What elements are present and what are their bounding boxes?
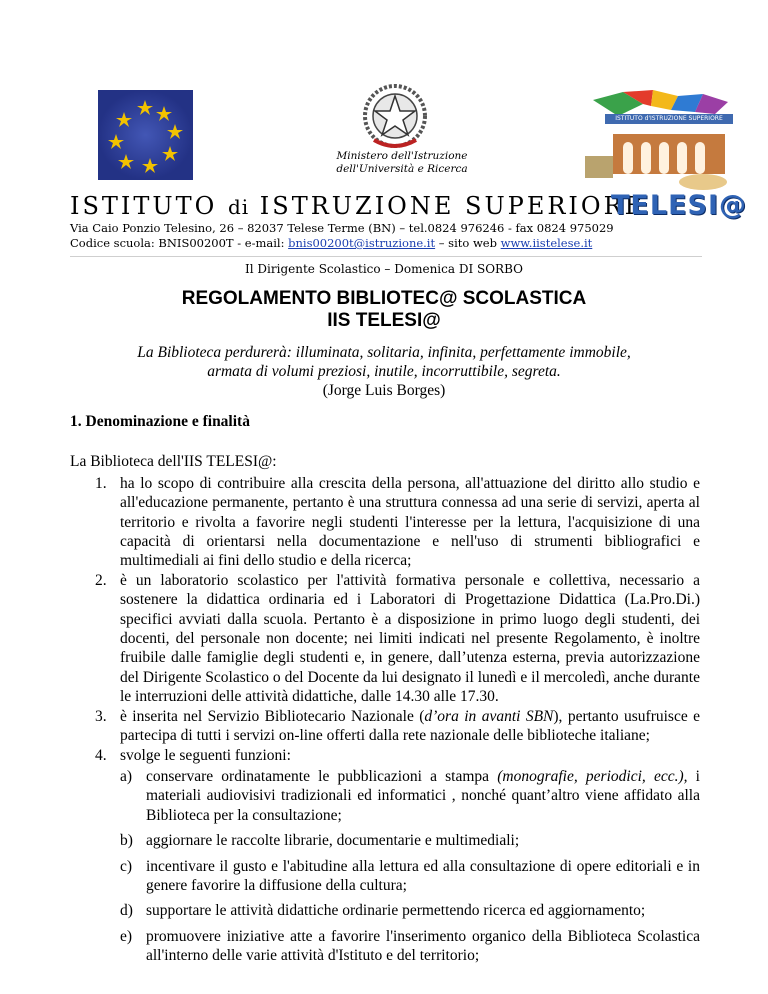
list-item-text-b: ), pertanto usufruisce e partecipa di tutti i servizi on-line offerti dalla rete nazionale delle biblioteche italiane;	[120, 707, 700, 745]
list-item-number: 3.	[95, 707, 107, 725]
list-item	[95, 474, 700, 571]
epigraph-author: (Jorge Luis Borges)	[322, 382, 446, 399]
document-body	[70, 412, 700, 972]
institute-title-part-a: ISTITUTO	[70, 192, 228, 220]
eu-flag-logo	[98, 90, 193, 180]
sub-item-text-em: (monografie, periodici, ecc.),	[497, 767, 688, 785]
list-item	[95, 746, 700, 966]
sub-list-item	[120, 927, 700, 966]
list-item-text: svolge le seguenti funzioni:	[120, 746, 291, 764]
contact-line	[70, 236, 592, 250]
epigraph-line-2: armata di volumi preziosi, inutile, incorruttibile, segreta.	[207, 363, 561, 380]
institute-title-part-b: ISTRUZIONE SUPERIORE	[249, 192, 646, 220]
institute-logo-label: ISTITUTO d'ISTRUZIONE SUPERIORE	[605, 114, 733, 124]
list-item	[95, 707, 700, 746]
epigraph-line-1: La Biblioteca perdurerà: illuminata, solitaria, infinita, perfettamente immobile,	[137, 344, 631, 361]
sub-item-text: incentivare il gusto e l'abitudine alla lettura ed alla consultazione di opere editoriali e in genere favorire la diffusione della cultura;	[146, 857, 700, 894]
sub-item-letter: c)	[120, 857, 133, 875]
list-item-text-a: è inserita nel Servizio Bibliotecario Nazionale (	[120, 707, 425, 725]
sub-item-text-a: conservare ordinatamente le pubblicazioni a stampa	[146, 767, 498, 785]
dirigente-line: Il Dirigente Scolastico – Domenica DI SORBO	[245, 262, 523, 276]
sub-item-letter: d)	[120, 902, 133, 920]
sub-item-text: supportare le attività didattiche ordinarie permettendo ricerca ed aggiornamento;	[146, 902, 646, 920]
ministry-line-2: dell'Università e Ricerca	[336, 163, 468, 175]
email-link[interactable]: bnis00200t@istruzione.it	[288, 236, 436, 250]
list-item-text-em: d’ora in avanti SBN	[424, 707, 554, 725]
institute-logo-graphic	[583, 90, 733, 192]
ministry-line-1: Ministero dell'Istruzione	[336, 150, 468, 162]
ministry-caption	[322, 150, 482, 176]
address-line: Via Caio Ponzio Telesino, 26 – 82037 Telese Terme (BN) – tel.0824 976246 - fax 0824 975029	[70, 221, 614, 235]
epigraph	[0, 343, 768, 400]
list-item-number: 2.	[95, 571, 107, 589]
sub-list-item	[120, 831, 700, 850]
brand-telesi: TELESI@	[611, 190, 748, 221]
sub-list-item	[120, 901, 700, 920]
sub-list-item	[120, 767, 700, 825]
sub-item-letter: a)	[120, 767, 133, 785]
list-item-text: è un laboratorio scolastico per l'attività formativa personale e collettiva, necessario a sostenere la didattica ordinaria ed i Laboratori di Progettazione Didattica (La.Pro.Di.) specifici avviati dalla scuola. Pertanto è a disposizione in primo luogo degli studenti, dei docenti, del personale non docente; nei limiti indicati nel presente Regolamento, è inoltre fruibile dalle famiglie degli studenti e, in genere, dall’utenza esterna, previa autorizzazione del Dirigente Scolastico o del Docente da lui designato il lunedì e il mercoledì, anche durante le interruzioni delle attività didattiche, dalle 14.30 alle 17.30.	[120, 571, 700, 706]
header-divider	[70, 256, 702, 257]
title-line-1: REGOLAMENTO BIBLIOTEC@ SCOLASTICA	[181, 288, 587, 309]
list-item-number: 1.	[95, 474, 107, 492]
code-prefix: Codice scuola: BNIS00200T - e-mail:	[70, 236, 289, 250]
website-link[interactable]: www.iistelese.it	[500, 236, 593, 250]
institute-logo	[583, 90, 733, 192]
purpose-list	[70, 474, 700, 966]
institute-title-di: di	[227, 195, 250, 219]
list-item-text: ha lo scopo di contribuire alla crescita della persona, all'attuazione del diritto allo studio e all'educazione permanente, pertanto è una struttura connessa ad una serie di servizi, aperta al territorio e rivolta a favorire negli studenti l'interesse per la lettura, l'acquisizione di una capacità di orientarsi nella documentazione e nell'uso di strumenti bibliografici e multimediali ai fini dello studio e della ricerca;	[120, 474, 700, 570]
functions-list	[120, 767, 700, 966]
sub-list-item	[120, 857, 700, 896]
sub-item-letter: e)	[120, 927, 133, 945]
section-heading: 1. Denominazione e finalità	[70, 413, 250, 430]
sub-item-text-b: i materiali audiovisivi tradizionali ed informatici , nonché quant’altro viene affidato alla Biblioteca per la consultazione;	[146, 767, 700, 824]
list-item	[95, 571, 700, 707]
document-title	[0, 288, 768, 332]
title-line-2: IIS TELESI@	[327, 310, 441, 331]
sub-item-text: aggiornare le raccolte librarie, documentarie e multimediali;	[146, 832, 520, 850]
section-intro: La Biblioteca dell'IIS TELESI@:	[70, 453, 277, 471]
italian-republic-emblem	[360, 82, 430, 154]
sub-item-text: promuovere iniziative atte a favorire l'inserimento organico della Biblioteca Scolastica all'interno delle varie attività d'Istituto e del territorio;	[146, 927, 700, 965]
institute-title	[70, 192, 645, 220]
list-item-number: 4.	[95, 746, 107, 764]
site-prefix: – sito web	[435, 236, 501, 250]
sub-item-letter: b)	[120, 832, 133, 850]
